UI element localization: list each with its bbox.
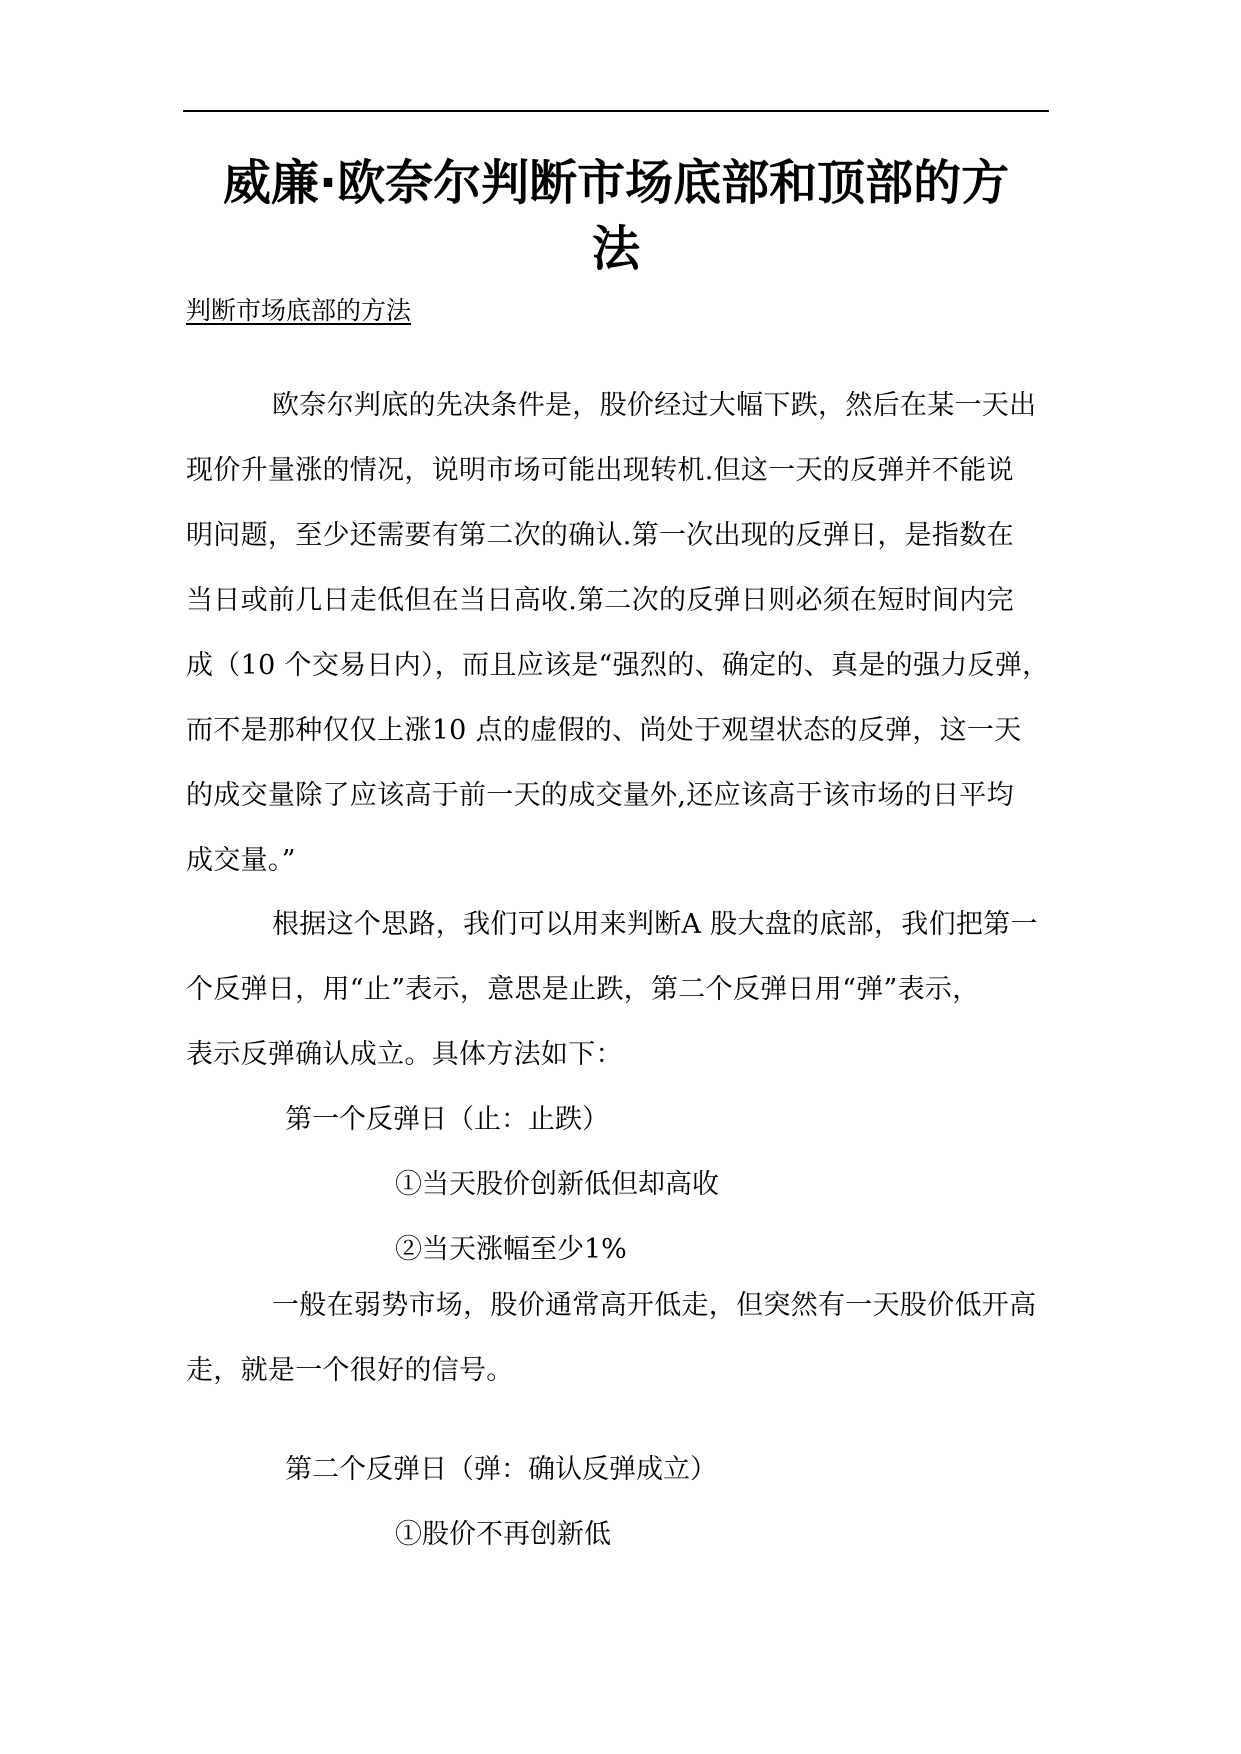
paragraph-line: 的成交量除了应该高于前一天的成交量外,还应该高于该市场的日平均 — [186, 780, 1014, 811]
paragraph-2 — [186, 892, 1086, 1087]
paragraph-line: 成（10 个交易日内），而且应该是“强烈的、确定的、真是的强力反弹， — [186, 650, 1050, 681]
first-rebound-item-2: ②当天涨幅至少1% — [395, 1234, 627, 1265]
title-line-1: 威廉·欧奈尔判断市场底部和顶部的方 — [222, 155, 1010, 211]
second-rebound-heading: 第二个反弹日（弹：确认反弹成立） — [285, 1454, 717, 1485]
paragraph-line: 而不是那种仅仅上涨10 点的虚假的、尚处于观望状态的反弹，这一天 — [186, 715, 1022, 746]
paragraph-line: 根据这个思路，我们可以用来判断A 股大盘的底部，我们把第一 — [272, 909, 1038, 940]
paragraph-3 — [186, 1273, 1086, 1403]
paragraph-line: 表示反弹确认成立。具体方法如下： — [186, 1039, 623, 1070]
title-line-2: 法 — [591, 221, 640, 277]
paragraph-line: 当日或前几日走低但在当日高收.第二次的反弹日则必须在短时间内完 — [186, 585, 1014, 616]
paragraph-line: 走，就是一个很好的信号。 — [186, 1355, 514, 1386]
paragraph-1 — [186, 373, 1086, 893]
first-rebound-heading: 第一个反弹日（止：止跌） — [285, 1104, 609, 1135]
paragraph-line: 欧奈尔判底的先决条件是，股价经过大幅下跌，然后在某一天出 — [272, 390, 1037, 421]
paragraph-line: 现价升量涨的情况，说明市场可能出现转机.但这一天的反弹并不能说 — [186, 455, 1014, 486]
second-rebound-item-1: ①股价不再创新低 — [395, 1519, 611, 1550]
paragraph-line: 成交量。” — [186, 845, 296, 876]
header-rule — [183, 110, 1049, 112]
section-heading: 判断市场底部的方法 — [186, 296, 412, 325]
paragraph-line: 一般在弱势市场，股价通常高开低走，但突然有一天股价低开高 — [272, 1290, 1037, 1321]
first-rebound-item-1: ①当天股价创新低但却高收 — [395, 1169, 719, 1200]
paragraph-line: 个反弹日，用“止”表示，意思是止跌，第二个反弹日用“弹”表示， — [186, 974, 980, 1005]
paragraph-line: 明问题，至少还需要有第二次的确认.第一次出现的反弹日，是指数在 — [186, 520, 1014, 551]
page-title — [183, 150, 1049, 282]
